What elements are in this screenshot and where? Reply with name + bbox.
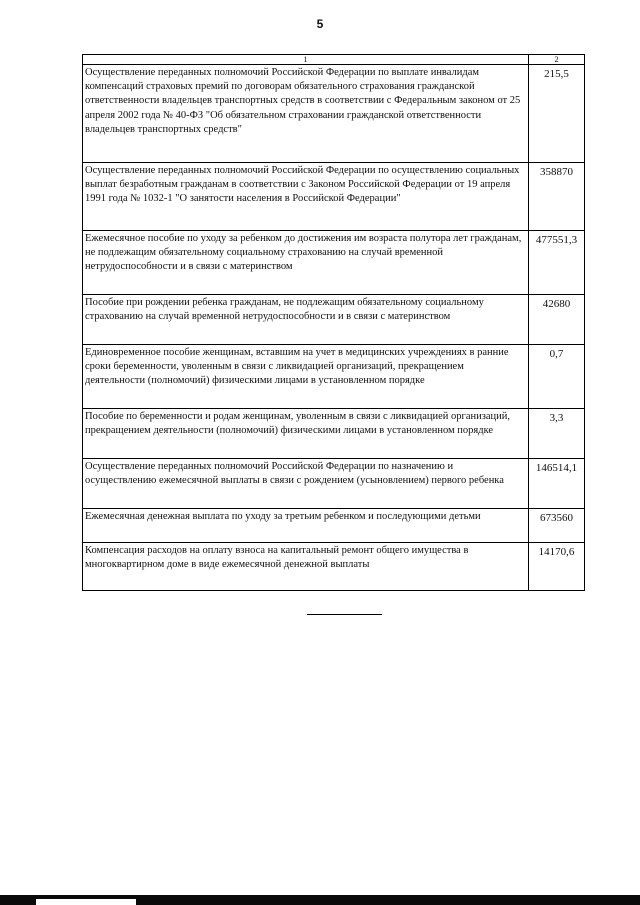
separator-line bbox=[307, 614, 382, 615]
row-value: 14170,6 bbox=[529, 543, 585, 591]
row-value: 358870 bbox=[529, 163, 585, 231]
row-description: Единовременное пособие женщинам, вставшим на учет в медицинских учреждениях в ранние сроки беременности, уволенным в связи с ликвидацией организаций, прекращением деятельности (полномочий) физическими лицами в установленном порядке bbox=[83, 345, 529, 409]
row-description: Осуществление переданных полномочий Российской Федерации по назначению и осуществлению ежемесячной выплаты в связи с рождением (усыновлением) первого ребенка bbox=[83, 459, 529, 509]
row-description: Ежемесячное пособие по уходу за ребенком до достижения им возраста полутора лет гражданам, не подлежащим обязательному социальному страхованию на случай временной нетрудоспособности и в связи с материнством bbox=[83, 231, 529, 295]
table-row bbox=[83, 345, 585, 409]
appropriations-table bbox=[82, 54, 585, 591]
row-value: 146514,1 bbox=[529, 459, 585, 509]
table-row bbox=[83, 459, 585, 509]
row-description: Осуществление переданных полномочий Российской Федерации по осуществлению социальных выплат безработным гражданам в соответствии с Законом Российской Федерации от 19 апреля 1991 года № 1032-1 "О занятости населения в Российской Федерации" bbox=[83, 163, 529, 231]
row-value: 673560 bbox=[529, 509, 585, 543]
table-row bbox=[83, 409, 585, 459]
column-header-1: 1 bbox=[83, 55, 529, 65]
row-description: Ежемесячная денежная выплата по уходу за третьим ребенком и последующими детьми bbox=[83, 509, 529, 543]
table-row bbox=[83, 509, 585, 543]
row-value: 3,3 bbox=[529, 409, 585, 459]
page-number: 5 bbox=[316, 17, 324, 31]
table-row bbox=[83, 231, 585, 295]
column-header-2: 2 bbox=[529, 55, 585, 65]
table-row bbox=[83, 295, 585, 345]
row-value: 0,7 bbox=[529, 345, 585, 409]
row-description: Пособие по беременности и родам женщинам, уволенным в связи с ликвидацией организаций, прекращением деятельности (полномочий) физическими лицами в установленном порядке bbox=[83, 409, 529, 459]
row-description: Пособие при рождении ребенка гражданам, не подлежащим обязательному социальному страхованию на случай временной нетрудоспособности и в связи с материнством bbox=[83, 295, 529, 345]
table-row bbox=[83, 543, 585, 591]
row-description: Осуществление переданных полномочий Российской Федерации по выплате инвалидам компенсаций страховых премий по договорам обязательного страхования гражданской ответственности владельцев транспортных средств в соответствии с Федеральным законом от 25 апреля 2002 года № 40-ФЗ "Об обязательном страховании гражданской ответственности владельцев транспортных средств" bbox=[83, 65, 529, 163]
row-value: 477551,3 bbox=[529, 231, 585, 295]
scan-edge-gap bbox=[36, 899, 136, 905]
row-value: 215,5 bbox=[529, 65, 585, 163]
table-header-row bbox=[83, 55, 585, 65]
row-description: Компенсация расходов на оплату взноса на капитальный ремонт общего имущества в многоквартирном доме в виде ежемесячной денежной выплаты bbox=[83, 543, 529, 591]
table-row bbox=[83, 65, 585, 163]
table-row bbox=[83, 163, 585, 231]
row-value: 42680 bbox=[529, 295, 585, 345]
